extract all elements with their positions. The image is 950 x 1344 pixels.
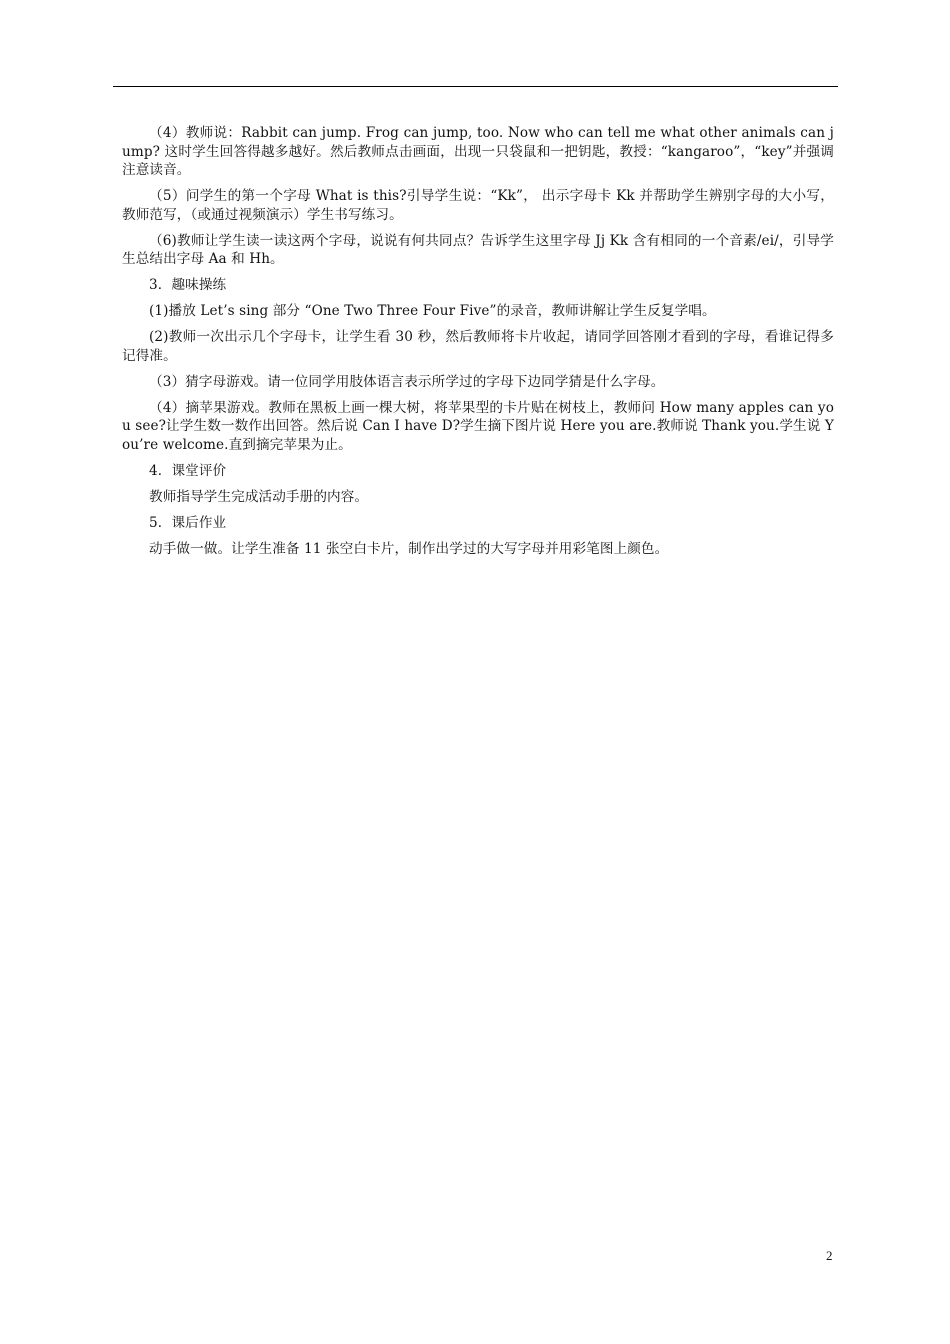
section-heading-fun-practice: 3．趣味操练 xyxy=(149,277,227,293)
page-number: 2 xyxy=(826,1248,833,1263)
paragraph-evaluation: 教师指导学生完成活动手册的内容。 xyxy=(149,488,369,505)
section-heading-evaluation: 4．课堂评价 xyxy=(149,462,227,479)
paragraph-step-6-common-sound: （6)教师让学生读一读这两个字母，说说有何共同点？告诉学生这里字母 Jj Kk 含有相同的一个音素/ei/，引导学生总结出字母 Aa 和 Hh。 xyxy=(122,232,834,267)
paragraph-practice-4-apples: （4）摘苹果游戏。教师在黑板上画一棵大树，将苹果型的卡片贴在树枝上，教师问 How many apples can you see?让学生数一数作出回答。然后说 Can I have D?学生摘下图片说 Here you are.教师说 Thank you.学生说 You’re welcome.直到摘完苹果为止。 xyxy=(122,399,834,453)
section-heading-homework: 5．课后作业 xyxy=(149,514,227,531)
paragraph-step-4-teacher-says: （4）教师说：Rabbit can jump. Frog can jump, too. Now who can tell me what other animals can jump? 这时学生回答得越多越好。然后教师点击画面，出现一只袋鼠和一把钥匙，教授：“kangaroo”，“key”并强调注意读音。 xyxy=(122,125,834,178)
header-rule xyxy=(113,86,838,87)
paragraph-practice-3-guess: （3）猜字母游戏。请一位同学用肢体语言表示所学过的字母下边同学猜是什么字母。 xyxy=(149,373,665,390)
paragraph-step-5-letter-kk: （5）问学生的第一个字母 What is this?引导学生说：“Kk”， 出示字母卡 Kk 并帮助学生辨别字母的大小写，教师范写，（或通过视频演示）学生书写练习。 xyxy=(122,188,834,223)
document-body xyxy=(122,124,834,566)
paragraph-practice-1-sing: (1)播放 Let’s sing 部分 “One Two Three Four Five”的录音，教师讲解让学生反复学唱。 xyxy=(149,303,716,319)
paragraph-practice-2-cards: (2)教师一次出示几个字母卡，让学生看 30 秒，然后教师将卡片收起，请同学回答刚才看到的字母，看谁记得多记得准。 xyxy=(122,329,834,364)
paragraph-homework: 动手做一做。让学生准备 11 张空白卡片，制作出学过的大写字母并用彩笔图上颜色。 xyxy=(149,540,669,557)
